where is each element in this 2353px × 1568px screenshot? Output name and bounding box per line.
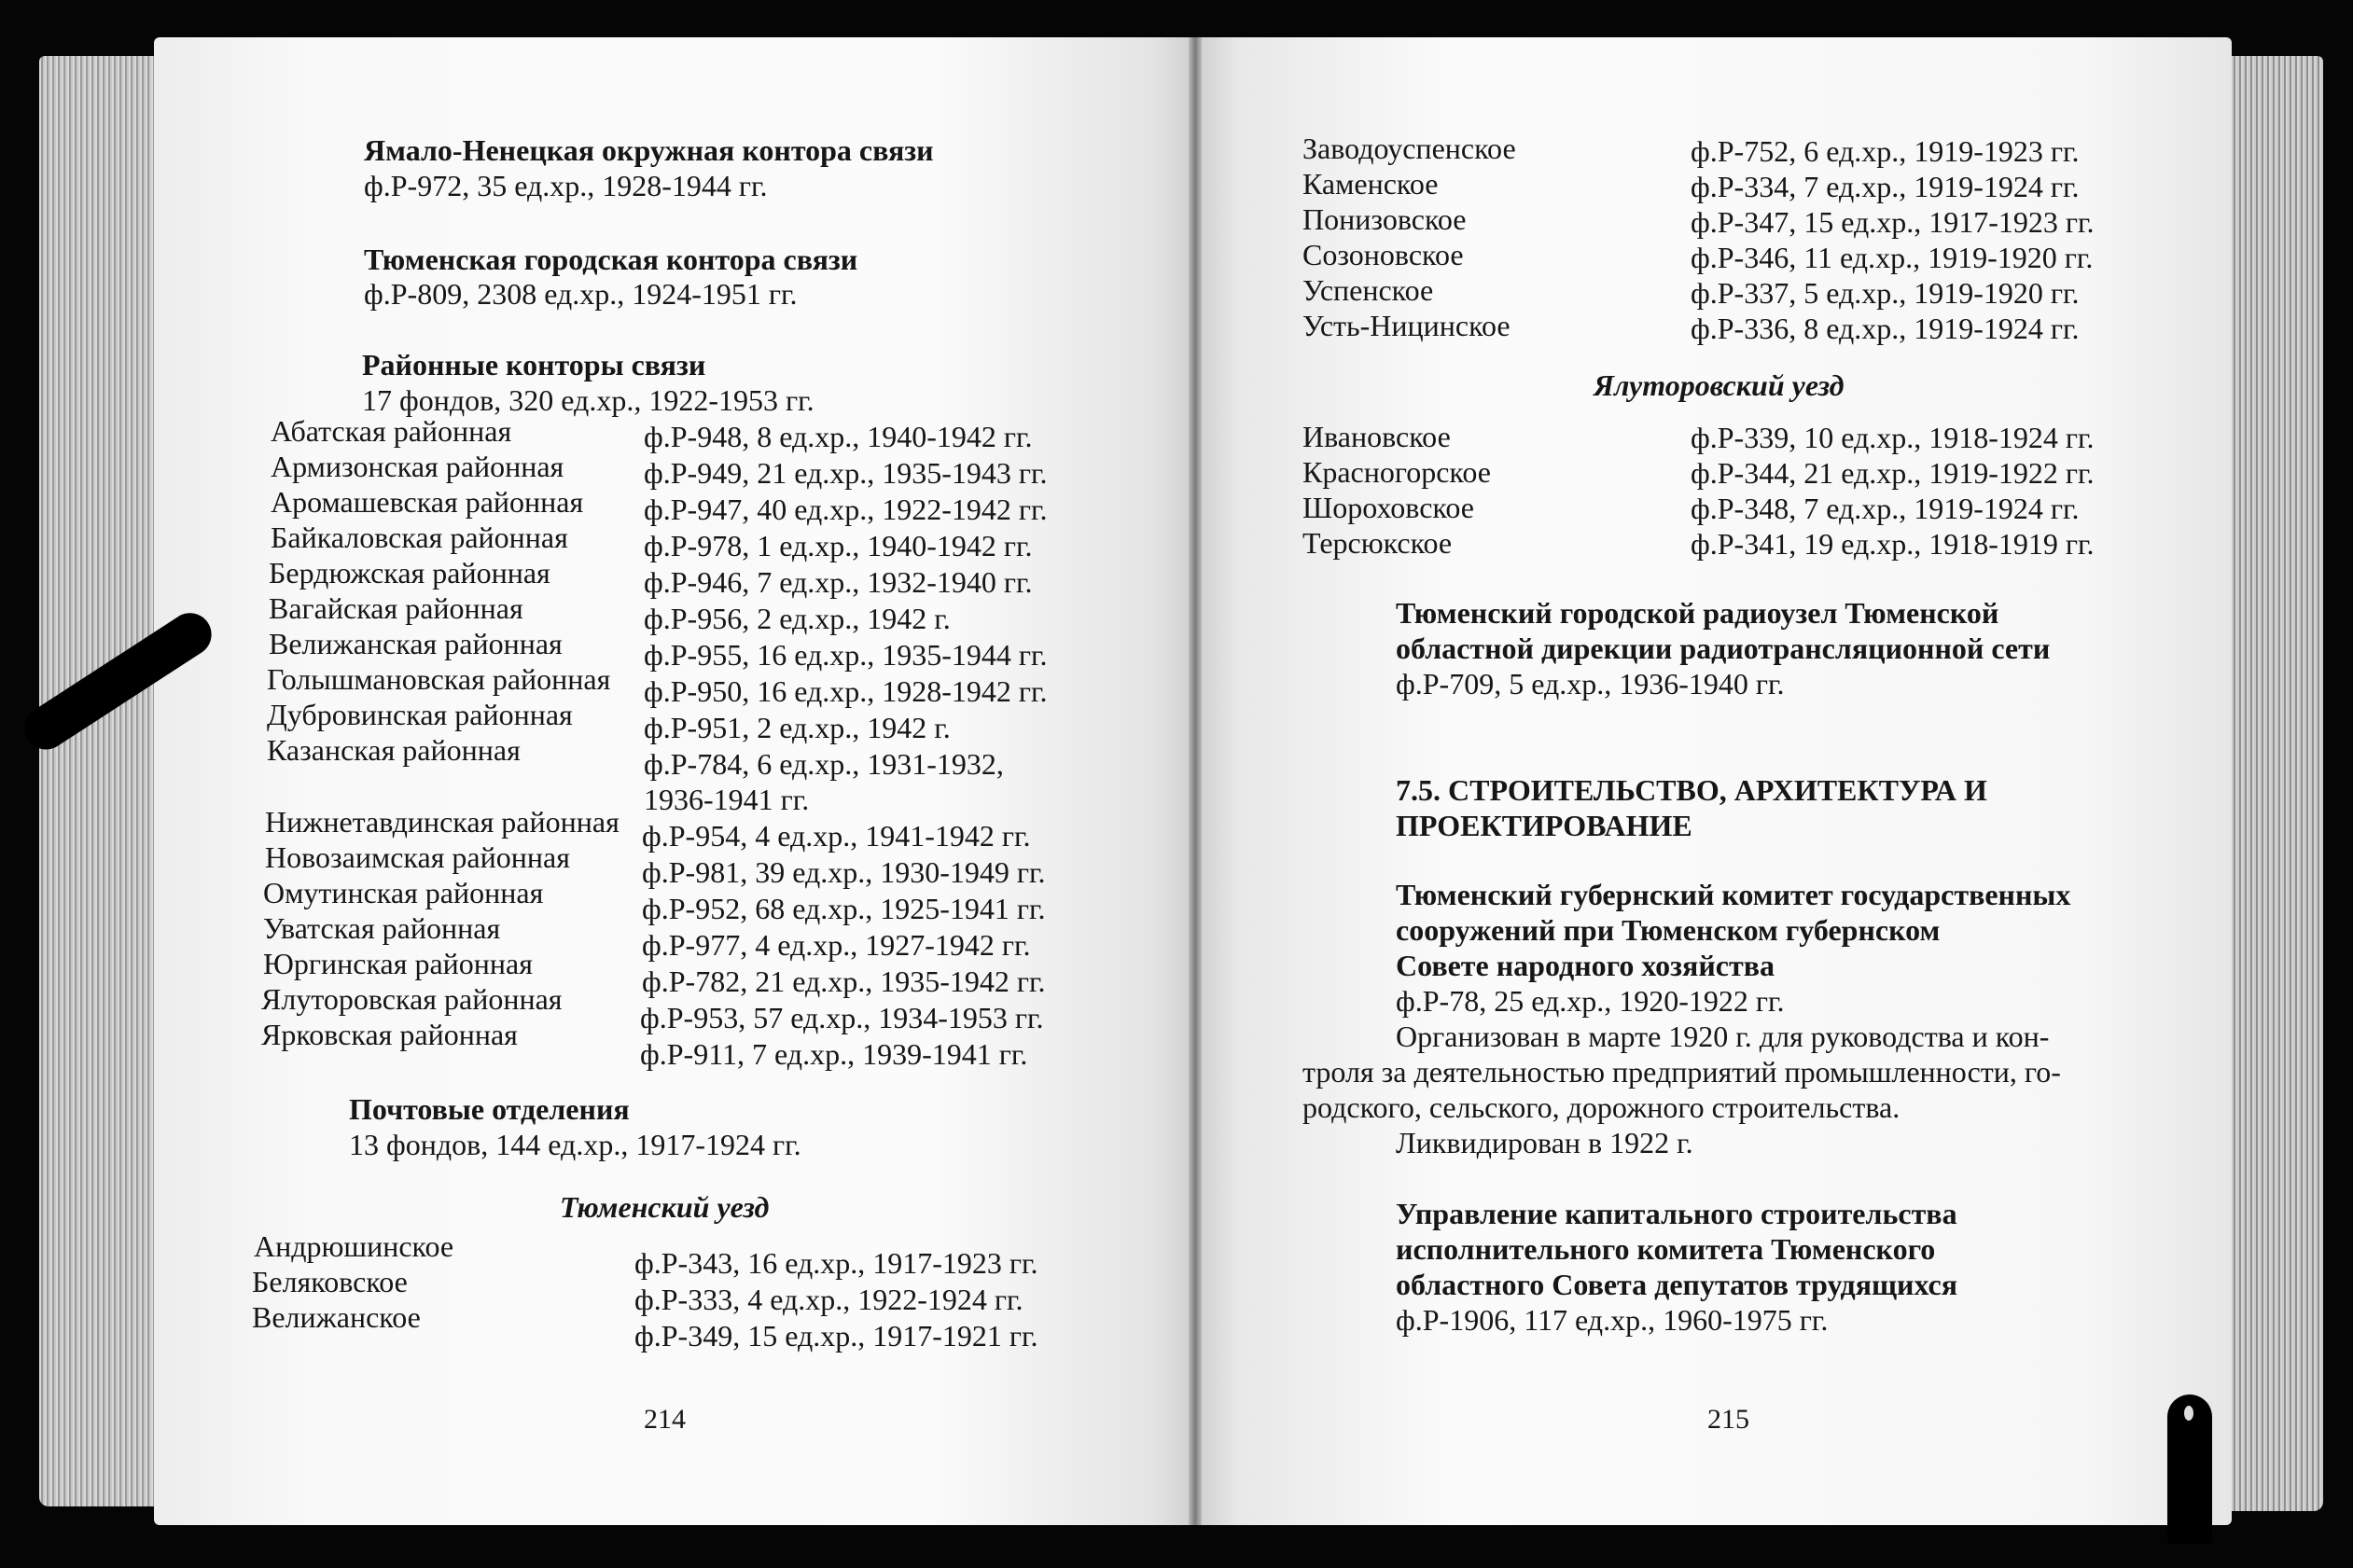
list-item-fond: ф.Р-949, 21 ед.хр., 1935-1943 гг. (644, 456, 1048, 490)
list-item-name: Красногорское (1302, 455, 1491, 489)
list-item-name: Юргинская районная (263, 947, 533, 980)
list-item-fond: ф.Р-343, 16 ед.хр., 1917-1923 гг. (634, 1246, 1038, 1280)
list-item-fond: ф.Р-334, 7 ед.хр., 1919-1924 гг. (1691, 170, 2080, 203)
list-item-name: Армизонская районная (271, 450, 564, 483)
heading-capital-construction-line2: исполнительного комитета Тюменского (1396, 1232, 1936, 1266)
list-item-fond: ф.Р-333, 4 ед.хр., 1922-1924 гг. (634, 1283, 1023, 1316)
list-item-fond: ф.Р-336, 8 ед.хр., 1919-1924 гг. (1691, 312, 2080, 345)
list-item-fond: ф.Р-950, 16 ед.хр., 1928-1942 гг. (644, 674, 1048, 708)
list-item-fond: ф.Р-348, 7 ед.хр., 1919-1924 гг. (1691, 492, 2080, 525)
list-item-fond: ф.Р-339, 10 ед.хр., 1918-1924 гг. (1691, 421, 2095, 454)
fond-capital-construction: ф.Р-1906, 117 ед.хр., 1960-1975 гг. (1396, 1303, 1829, 1337)
list-item-name: Андрюшинское (254, 1229, 454, 1263)
heading-tyumen-city: Тюменская городская контора связи (364, 243, 858, 276)
list-item-name: Каменское (1302, 167, 1439, 201)
list-item-name: Дубровинская районная (267, 698, 573, 731)
list-item-fond: ф.Р-349, 15 ед.хр., 1917-1921 гг. (634, 1319, 1038, 1353)
list-item-name: Велижанская районная (269, 627, 563, 660)
list-item-name: Заводоуспенское (1302, 132, 1516, 165)
list-item-name: Уватская районная (263, 911, 501, 945)
list-item-name: Омутинская районная (263, 876, 544, 909)
list-item-name: Ивановское (1302, 420, 1451, 453)
book-gutter (1189, 37, 1202, 1525)
heading-capital-construction: Управление капитального строительства (1396, 1197, 1957, 1230)
list-item-fond: ф.Р-341, 19 ед.хр., 1918-1919 гг. (1691, 527, 2095, 561)
district-offices-summary: 17 фондов, 320 ед.хр., 1922-1953 гг. (362, 383, 814, 417)
heading-district-offices: Районные конторы связи (362, 348, 706, 382)
list-item-fond: ф.Р-978, 1 ед.хр., 1940-1942 гг. (644, 529, 1033, 562)
list-item-fond: ф.Р-981, 39 ед.хр., 1930-1949 гг. (642, 855, 1046, 889)
subheading-tyumen-uezd: Тюменский уезд (560, 1190, 770, 1224)
post-offices-summary: 13 фондов, 144 ед.хр., 1917-1924 гг. (349, 1128, 801, 1161)
list-item-name: Аромашевская районная (271, 485, 584, 519)
fond-tyumen-city: ф.Р-809, 2308 ед.хр., 1924-1951 гг. (364, 277, 798, 311)
list-item-fond: ф.Р-347, 15 ед.хр., 1917-1923 гг. (1691, 205, 2095, 239)
list-item-fond: ф.Р-951, 2 ед.хр., 1942 г. (644, 711, 951, 744)
list-item-name: Шороховское (1302, 491, 1474, 524)
list-item-fond: ф.Р-782, 21 ед.хр., 1935-1942 гг. (642, 964, 1046, 998)
list-item-name: Байкаловская районная (271, 520, 568, 554)
section-title: 7.5. СТРОИТЕЛЬСТВО, АРХИТЕКТУРА И (1396, 773, 1987, 807)
page-number-left: 214 (644, 1404, 686, 1435)
list-item-fond: ф.Р-977, 4 ед.хр., 1927-1942 гг. (642, 928, 1031, 962)
list-item-fond: ф.Р-947, 40 ед.хр., 1922-1942 гг. (644, 493, 1048, 526)
heading-capital-construction-line3: областного Совета депутатов трудящихся (1396, 1268, 1958, 1301)
section-title-line2: ПРОЕКТИРОВАНИЕ (1396, 809, 1692, 842)
page-number-right: 215 (1707, 1404, 1749, 1435)
list-item-fond: ф.Р-952, 68 ед.хр., 1925-1941 гг. (642, 892, 1046, 925)
list-item-name: Успенское (1302, 273, 1434, 307)
list-item-name: Голышмановская районная (267, 662, 611, 696)
heading-gubcom-line3: Совете народного хозяйства (1396, 949, 1775, 982)
list-item-name: Ялуторовская районная (261, 982, 563, 1016)
list-item-fond: ф.Р-946, 7 ед.хр., 1932-1940 гг. (644, 565, 1033, 599)
subheading-yalutorovsk-uezd: Ялуторовский уезд (1594, 368, 1845, 402)
list-item-fond: ф.Р-948, 8 ед.хр., 1940-1942 гг. (644, 420, 1033, 453)
list-item-fond: ф.Р-346, 11 ед.хр., 1919-1920 гг. (1691, 241, 2094, 274)
list-item-fond: ф.Р-337, 5 ед.хр., 1919-1920 гг. (1691, 276, 2080, 310)
list-item-name: Казанская районная (267, 733, 521, 767)
page-edges-right (2221, 56, 2323, 1511)
list-item-fond: ф.Р-911, 7 ед.хр., 1939-1941 гг. (640, 1037, 1028, 1071)
list-item-fond: ф.Р-953, 57 ед.хр., 1934-1953 гг. (640, 1001, 1044, 1034)
list-item-name: Бердюжская районная (269, 556, 550, 590)
heading-yamalo-nenets: Ямало-Ненецкая окружная контора связи (364, 133, 934, 167)
list-item-name: Понизовское (1302, 202, 1467, 236)
gubcom-description-line2: троля за деятельностью предприятий промышленности, го- (1302, 1055, 2061, 1089)
fond-gubcom: ф.Р-78, 25 ед.хр., 1920-1922 гг. (1396, 984, 1785, 1018)
list-item-fond: ф.Р-344, 21 ед.хр., 1919-1922 гг. (1691, 456, 2095, 490)
heading-post-offices: Почтовые отделения (349, 1092, 630, 1126)
gubcom-liquidation: Ликвидирован в 1922 г. (1396, 1126, 1693, 1159)
list-item-name: Усть-Ницинское (1302, 309, 1511, 342)
list-item-fond: ф.Р-784, 6 ед.хр., 1931-1932, (644, 747, 1004, 781)
list-item-name: Ярковская районная (261, 1018, 518, 1051)
list-item-name: Терсюкское (1302, 526, 1453, 560)
list-item-fond: ф.Р-752, 6 ед.хр., 1919-1923 гг. (1691, 134, 2080, 168)
heading-gubcom-line2: сооружений при Тюменском губернском (1396, 913, 1941, 947)
list-item-fond: ф.Р-955, 16 ед.хр., 1935-1944 гг. (644, 638, 1048, 672)
gubcom-description-line3: родского, сельского, дорожного строительства. (1302, 1090, 1900, 1124)
page-edges-left (39, 56, 160, 1506)
list-item-name: Новозаимская районная (265, 840, 570, 874)
bookmark-clip-right (2167, 1395, 2212, 1544)
heading-gubcom: Тюменский губернский комитет государственных (1396, 878, 2071, 911)
gubcom-description: Организован в марте 1920 г. для руководства и кон- (1396, 1020, 2050, 1053)
list-item-name: Велижанское (252, 1300, 421, 1334)
list-item-fond: ф.Р-956, 2 ед.хр., 1942 г. (644, 602, 951, 635)
list-item-name: Созоновское (1302, 238, 1464, 271)
list-item-fond-continued: 1936-1941 гг. (644, 783, 810, 816)
fond-yamalo-nenets: ф.Р-972, 35 ед.хр., 1928-1944 гг. (364, 169, 768, 202)
list-item-name: Вагайская районная (269, 591, 523, 625)
list-item-name: Беляковское (252, 1265, 408, 1298)
list-item-name: Нижнетавдинская районная (265, 805, 620, 839)
fond-radio-node: ф.Р-709, 5 ед.хр., 1936-1940 гг. (1396, 667, 1785, 701)
heading-radio-node: Тюменский городской радиоузел Тюменской (1396, 596, 1999, 630)
list-item-fond: ф.Р-954, 4 ед.хр., 1941-1942 гг. (642, 819, 1031, 853)
list-item-name: Абатская районная (271, 414, 512, 448)
heading-radio-node-line2: областной дирекции радиотрансляционной сети (1396, 631, 2051, 665)
